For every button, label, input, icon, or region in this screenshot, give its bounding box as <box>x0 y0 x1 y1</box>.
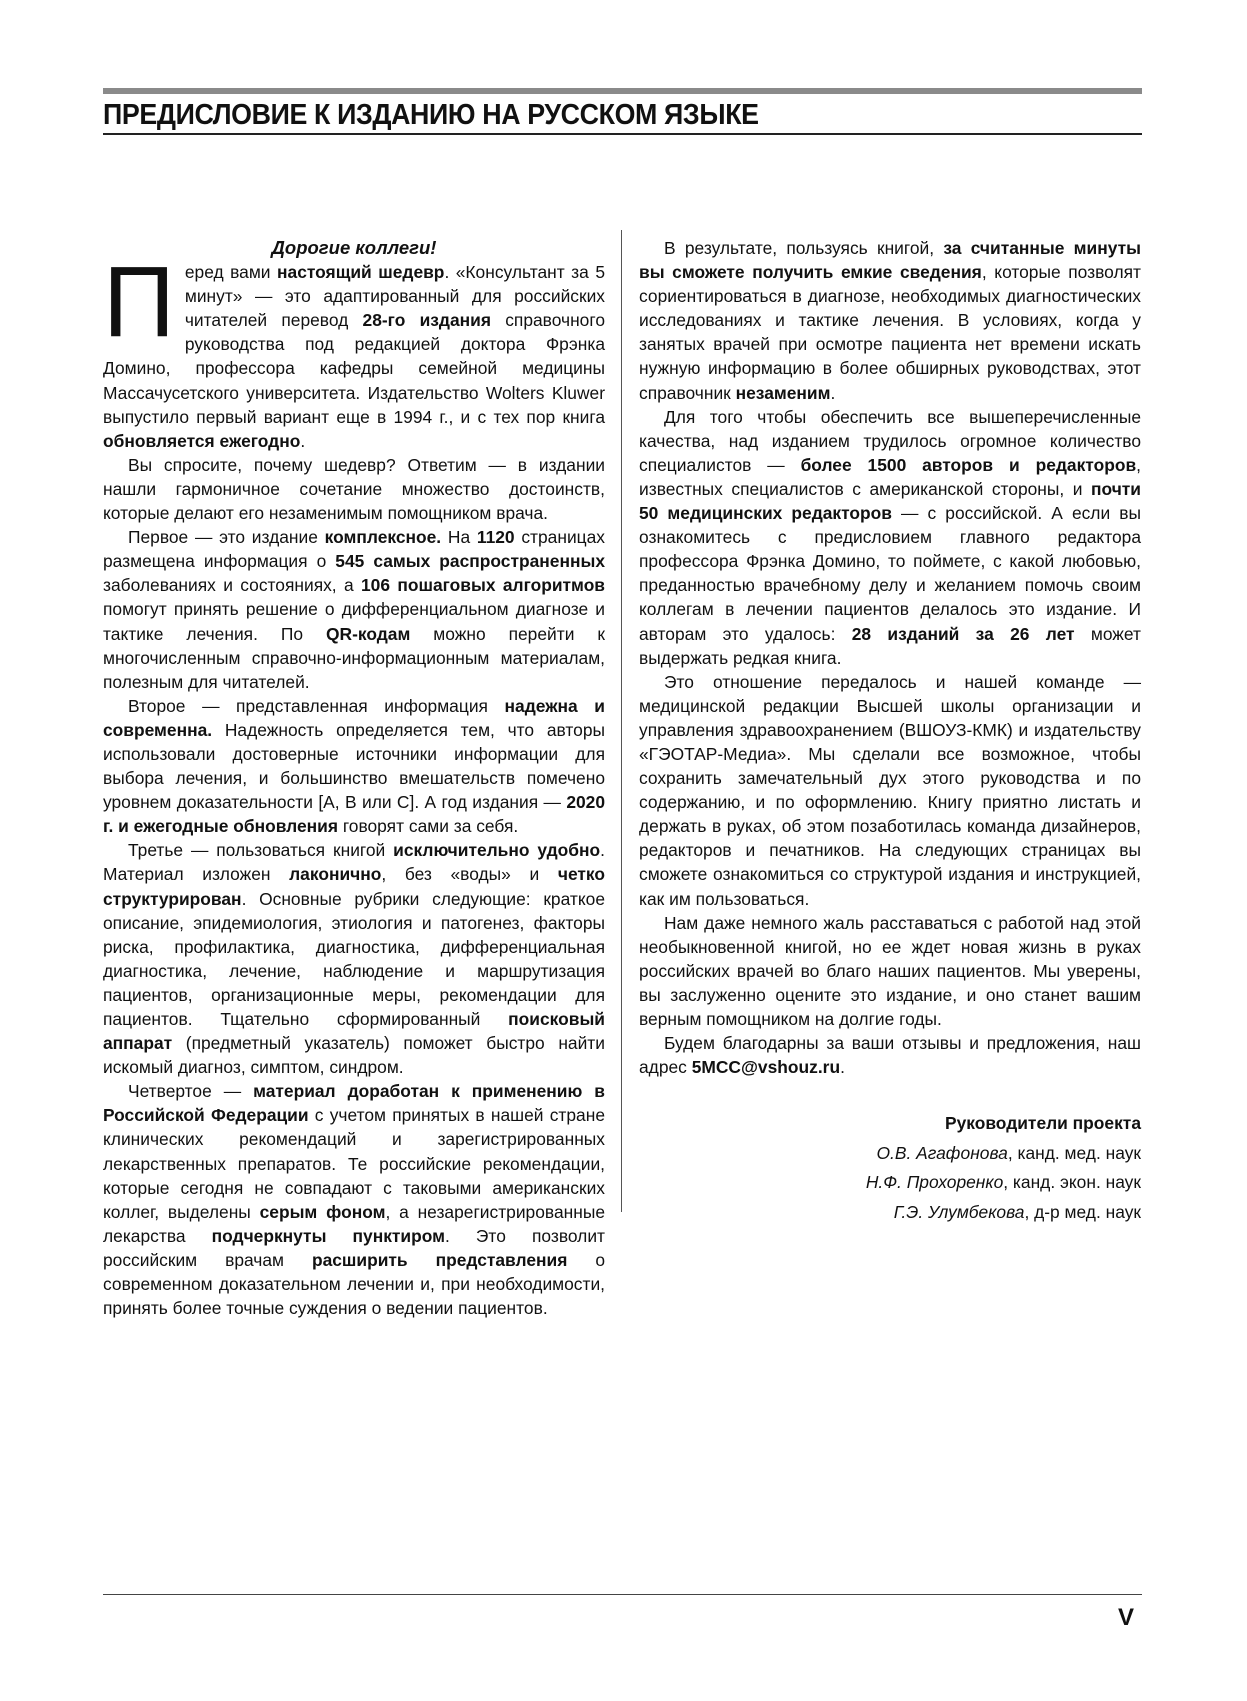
paragraph-fourth <box>103 1079 605 1320</box>
bold-text: более 1500 авторов и редакторов <box>800 454 1137 475</box>
bold-text: четко структурирован <box>103 864 605 909</box>
text: , которые позволят сориентироваться в диагнозе, необходимых диагностических исследованиях и тактике лечения. В условиях, когда у занятых врачей при осмотре пациента нет времени искать нужную информацию в более обширных руководствах, этот справочник <box>639 262 1141 403</box>
bold-text: расширить представления <box>311 1249 568 1270</box>
text: . <box>830 382 836 403</box>
paragraph-contact <box>639 1031 1141 1079</box>
paragraph-third <box>103 838 605 1079</box>
footer-rule <box>103 1594 1142 1595</box>
drop-cap: П <box>103 246 175 359</box>
paragraph-second <box>103 694 605 839</box>
text: На <box>441 527 477 548</box>
text: Вы спросите, почему шедевр? Ответим — в издании нашли гармоничное сочетание множество достоинств, которые делают его незаменимым помощником врача. <box>103 454 605 524</box>
person-degree: , канд. мед. наук <box>1007 1143 1141 1164</box>
paragraph-team <box>639 670 1141 911</box>
text: помогут принять решение о дифференциальном диагнозе и тактике лечения. По <box>103 599 605 644</box>
text: можно перейти к многочисленным справочно-информационным материалам, полезным для читателей. <box>103 623 605 692</box>
text: заболеваниях и состояниях, а <box>103 575 362 596</box>
bold-text: почти 50 медицинских редакторов <box>639 478 1141 524</box>
person-name: Г.Э. Улумбекова <box>893 1201 1025 1222</box>
paragraph-result <box>639 236 1141 405</box>
bold-text: поисковый аппарат <box>103 1009 605 1054</box>
text: (предметный указатель) поможет быстро найти искомый диагноз, симптом, синдром. <box>103 1033 605 1078</box>
signature-person <box>639 1141 1141 1165</box>
text: может выдержать редкая книга. <box>639 623 1141 668</box>
paragraph-question <box>103 453 605 525</box>
top-rule <box>103 88 1142 94</box>
email-address: 5MCC@vshouz.ru <box>691 1057 841 1078</box>
bold-text: обновляется ежегодно <box>103 430 301 451</box>
text: о современном доказательном лечении и, при необходимости, принять более точные суждения о ведении пациентов. <box>103 1249 605 1319</box>
person-degree: , канд. экон. наук <box>1003 1172 1141 1193</box>
text: Для того чтобы обеспечить все вышеперечисленные качества, над изданием трудилось огромное количество специалистов — <box>639 406 1141 475</box>
signature-person <box>639 1170 1141 1194</box>
text: Будем благодарны за ваши отзывы и предложения, наш адрес <box>639 1033 1141 1078</box>
text: Это отношение передалось и нашей команде — медицинской редакции Высшей школы организации и управления здравоохранением (ВШОУЗ-КМК) и издательству «ГЭОТАР-Медиа». Мы сделали все возможное, чтобы сохранить замечательный дух этого руководства и по содержанию, и по оформлению. Книгу приятно листать и держать в руках, об этом позаботилась команда дизайнеров, редакторов и печатников. На следующих страницах вы сможете ознакомиться со структурой издания и инструкцией, как им пользоваться. <box>639 671 1141 909</box>
text: Второе — представленная информация <box>128 695 505 716</box>
bold-text: 1120 <box>476 527 515 548</box>
bold-text: 106 пошаговых алгоритмов <box>361 575 606 596</box>
bold-text: 28 изданий за 26 лет <box>851 623 1075 644</box>
text: . «Консультант за 5 минут» — это адаптированный для российских читателей перевод <box>184 262 605 331</box>
signature-person <box>639 1200 1141 1224</box>
text: . Материал изложен <box>103 840 605 885</box>
bold-text: надежна и современна. <box>103 695 605 740</box>
bold-text: лаконично <box>289 864 382 885</box>
left-column <box>103 236 605 1320</box>
text: справочного руководства под редакцией доктора Фрэнка Домино, профессора кафедры семейной медицины Массачусетского университета. Издательство Wolters Kluwer выпустило первый вариант еще в 1994 г., и с тех пор книга <box>103 310 605 427</box>
paragraph-first <box>103 525 605 694</box>
text: Третье — пользоваться книгой <box>128 840 394 861</box>
text: Четвертое — <box>128 1081 254 1102</box>
bold-text: 28-го издания <box>362 310 491 331</box>
signature-block <box>639 1111 1141 1223</box>
signature-heading: Руководители проекта <box>944 1113 1141 1134</box>
text: . Это позволит российским врачам <box>103 1225 605 1270</box>
bold-text: QR-кодам <box>326 623 411 644</box>
person-name: О.В. Агафонова <box>876 1143 1008 1164</box>
bold-text: 545 самых распространенных <box>335 551 605 572</box>
bold-text: комплексное. <box>324 527 442 548</box>
text: . Основные рубрики следующие: краткое описание, эпидемиология, этиология и патогенез, факторы риска, профилактика, диагностика, дифференциальная диагностика, лечение, наблюдение и маршрутизация пациентов, организационные меры, рекомендации для пациентов. Тщательно сформированный <box>103 888 605 1029</box>
bold-text: за считанные минуты вы сможете получить емкие сведения <box>639 238 1141 283</box>
page-number: V <box>1118 1604 1135 1631</box>
text: , а незарегистрированные лекарства <box>103 1201 605 1246</box>
text: говорят сами за себя. <box>338 816 519 837</box>
bold-text: 2020 г. и ежегодные обновления <box>103 792 605 837</box>
bold-text: подчеркнуты пунктиром <box>211 1225 445 1246</box>
person-name: Н.Ф. Прохоренко <box>865 1172 1004 1193</box>
bold-text: настоящий шедевр <box>277 262 445 283</box>
text: , известных специалистов с американской стороны, и <box>639 454 1141 499</box>
person-degree: , д-р мед. наук <box>1024 1201 1141 1222</box>
page-title: ПРЕДИСЛОВИЕ К ИЗДАНИЮ НА РУССКОМ ЯЗЫКЕ <box>103 99 759 131</box>
bold-text: материал доработан к применению в Российской Федерации <box>103 1081 605 1126</box>
text: Надежность определяется тем, что авторы использовали достоверные источники информации для выбора лечения, и большинство вмешательств помечено уровнем доказательности [A, B или C]. А год издания — <box>103 719 605 813</box>
text: — с российской. А если вы ознакомитесь с предисловием главного редактора профессора Фрэнка Домино, то поймете, с какой любовью, преданностью врачебному делу и желанием помочь своим коллегам в лечении пациентов делалось это издание. И авторам это удалось: <box>639 503 1141 644</box>
text: Нам даже немного жаль расставаться с работой над этой необыкновенной книгой, но ее ждет новая жизнь в руках российских врачей во благо наших пациентов. Мы уверены, вы заслуженно оцените это издание, и оно станет вашим верным помощником на долгие годы. <box>639 912 1141 1029</box>
text: с учетом принятых в нашей стране клинических рекомендаций и зарегистрированных лекарственных препаратов. Те российские рекомендации, которые сегодня не совпадают с таковыми американских коллег, выделены <box>103 1105 605 1222</box>
text: . <box>840 1057 845 1078</box>
paragraph-farewell <box>639 911 1141 1031</box>
text: Первое — это издание <box>128 527 325 548</box>
text: страницах размещена информация о <box>103 527 605 572</box>
bold-text: незаменим <box>735 382 831 403</box>
right-column <box>639 236 1141 1229</box>
greeting: Дорогие коллеги! <box>271 237 437 258</box>
text: еред вами <box>184 262 278 283</box>
title-rule <box>103 133 1142 135</box>
text: В результате, пользуясь книгой, <box>664 238 944 258</box>
column-divider <box>621 230 622 1212</box>
text: , без «воды» и <box>381 864 558 885</box>
bold-text: серым фоном <box>259 1201 386 1222</box>
bold-text: исключительно удобно <box>393 840 601 861</box>
paragraph-authors <box>639 405 1141 670</box>
text: . <box>300 430 306 451</box>
